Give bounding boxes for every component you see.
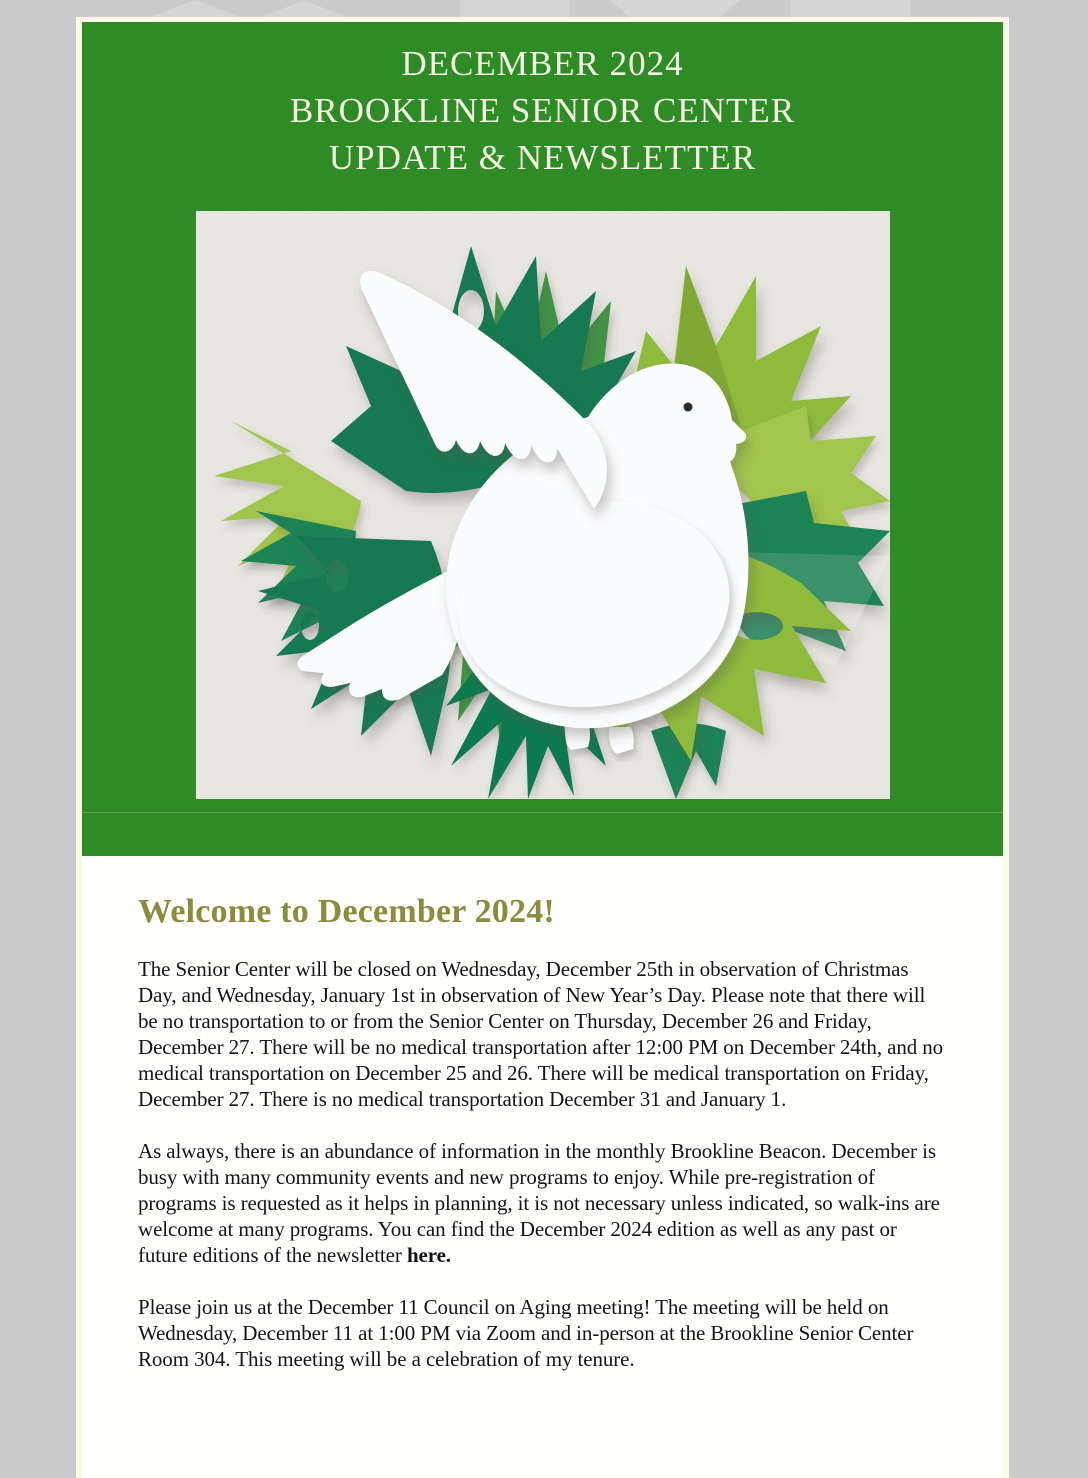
title-line-1: DECEMBER 2024 bbox=[401, 44, 684, 83]
hero-image bbox=[196, 211, 890, 799]
paragraph-coa-meeting-text: Please join us at the December 11 Council on Aging meeting! The meeting will be held on Wednesday, December 11 at 1:00 PM via Zoom and in-person at the Brookline Senior Center Room 304. This meeting will be a celebration of my tenure. bbox=[138, 1295, 914, 1371]
newsletter-here-link[interactable]: here. bbox=[406, 1243, 451, 1267]
header-footer-band bbox=[82, 813, 1003, 856]
top-watermark-shape bbox=[250, 0, 370, 17]
paragraph-holiday-closures-text: The Senior Center will be closed on Wednesday, December 25th in observation of Christmas Day, and Wednesday, January 1st in observation of New Year’s Day. Please note that there will be no transportation to or from the Senior Center on Thursday, December 26 and Friday, December 27. There will be no medical transportation after 12:00 PM on December 24th, and no medical transportation on December 25 and 26. There will be medical transportation on Friday, December 27. There is no medical transportation December 31 and January 1. bbox=[138, 957, 944, 1111]
header-spacer bbox=[82, 799, 1003, 812]
paragraph-coa-meeting bbox=[138, 1294, 947, 1372]
newsletter-header bbox=[82, 22, 1003, 856]
dove-leaves-illustration bbox=[196, 211, 890, 799]
newsletter-body bbox=[82, 856, 1003, 1478]
newsletter-column bbox=[76, 17, 1009, 1478]
title-line-2: BROOKLINE SENIOR CENTER bbox=[289, 91, 796, 130]
welcome-heading: Welcome to December 2024! bbox=[138, 893, 555, 930]
top-watermark-shape bbox=[150, 0, 240, 17]
paragraph-beacon-text: As always, there is an abundance of information in the monthly Brookline Beacon. December is busy with many community events and new programs to enjoy. While pre-registration of programs is requested as it helps in planning, it is not necessary unless indicated, so walk-ins are welcome at many programs. You can find the December 2024 edition as well as any past or future editions of the newsletter bbox=[138, 1139, 940, 1267]
paragraph-holiday-closures bbox=[138, 956, 947, 1112]
dove-eye bbox=[683, 403, 692, 412]
top-watermark-shape bbox=[790, 0, 910, 17]
top-watermark-shape bbox=[460, 0, 570, 17]
title-line-3: UPDATE & NEWSLETTER bbox=[328, 138, 757, 177]
paragraph-beacon bbox=[138, 1138, 947, 1268]
top-watermark-shape bbox=[610, 0, 740, 17]
